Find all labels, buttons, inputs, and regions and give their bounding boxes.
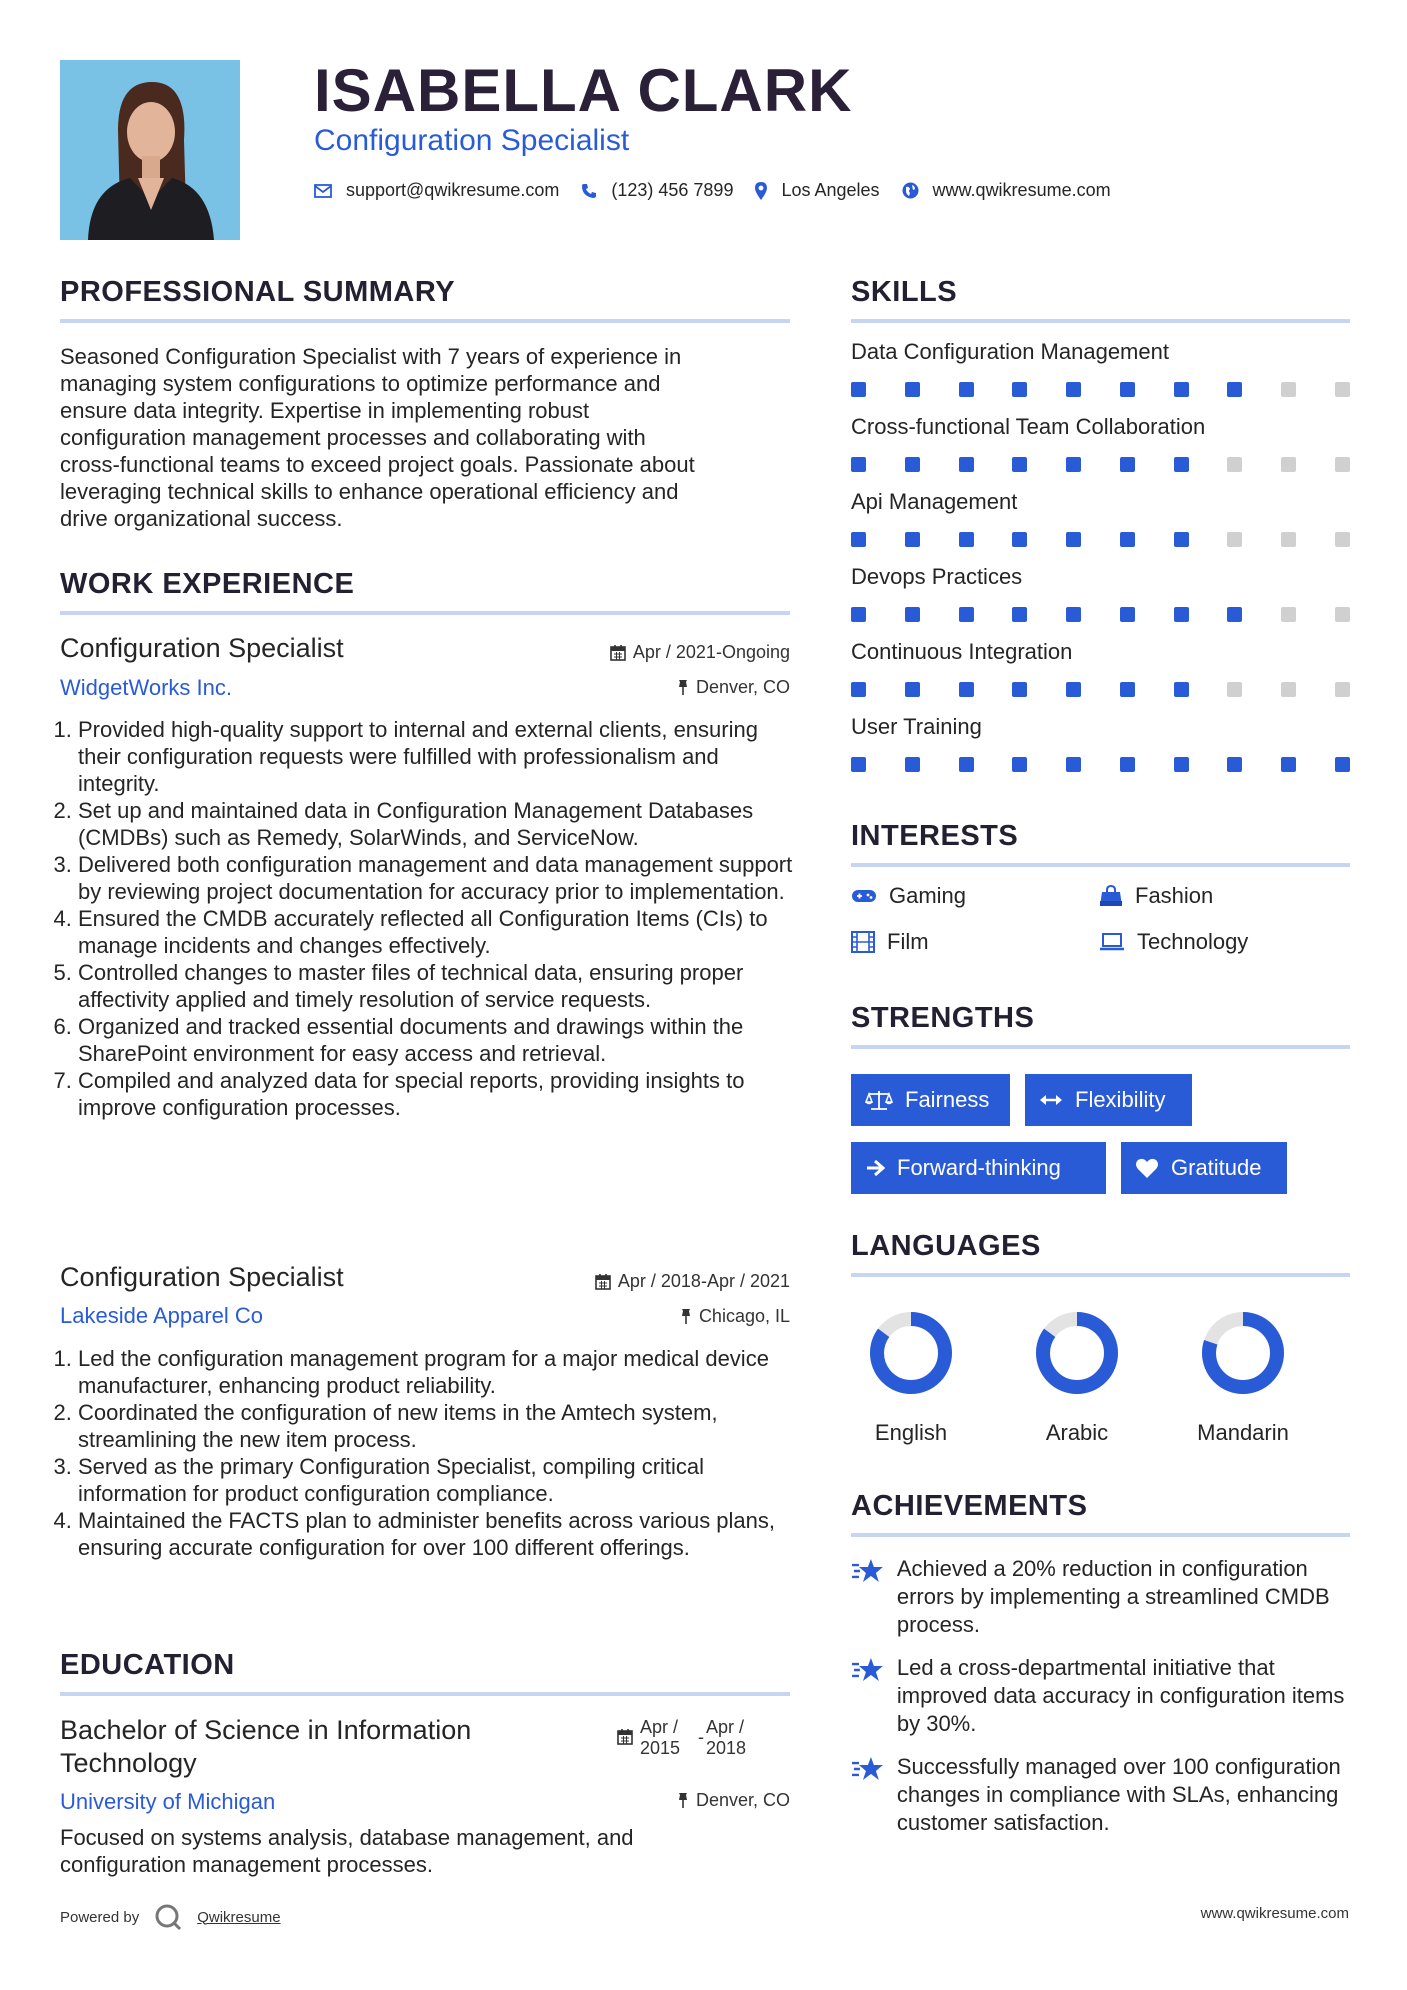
rating-dot-empty <box>1227 457 1242 472</box>
interest-film <box>851 929 929 955</box>
rating-dot-filled <box>1120 532 1135 547</box>
achievement-text: Led a cross-departmental initiative that improved data accuracy in configuration items by 30%. <box>896 1655 1345 1736</box>
education-description <box>60 1824 800 1878</box>
achievements-heading: ACHIEVEMENTS <box>851 1490 1088 1522</box>
job-dates <box>595 1271 790 1292</box>
rating-dot-filled <box>1012 757 1027 772</box>
rating-dot-filled <box>1066 457 1081 472</box>
achievement-text: Successfully managed over 100 configuration changes in compliance with SLAs, enhancing customer satisfaction. <box>896 1754 1341 1835</box>
summary-text <box>60 343 800 532</box>
arrows-horizontal-icon <box>1039 1093 1063 1107</box>
skills-heading: SKILLS <box>851 276 958 308</box>
rating-dot-filled <box>905 382 920 397</box>
language-item <box>841 1308 981 1446</box>
job-bullet: 4. Ensured the CMDB accurately reflected all Configuration Items (CIs) to manage incidents and changes effectively. <box>78 905 806 959</box>
rating-dot-filled <box>1335 757 1350 772</box>
rating-dot-filled <box>851 607 866 622</box>
rating-dot-filled <box>905 532 920 547</box>
education-location-text: Denver, CO <box>695 1790 790 1810</box>
job-title: Configuration Specialist <box>60 633 344 663</box>
rating-dot-filled <box>1281 757 1296 772</box>
summary-line: leveraging technical skills to enhance operational efficiency and <box>60 479 679 504</box>
summary-line: ensure data integrity. Expertise in implementing robust <box>60 398 590 423</box>
rating-dot-filled <box>1120 457 1135 472</box>
language-level-donut <box>1198 1308 1288 1398</box>
education-rule <box>60 1692 790 1696</box>
summary-rule <box>60 319 790 323</box>
skill-name: Cross-functional Team Collaboration <box>851 414 1206 439</box>
summary-line: managing system configurations to optimize performance and <box>60 371 661 396</box>
interest-label: Gaming <box>889 883 967 908</box>
language-name: English <box>874 1420 948 1445</box>
interest-label: Film <box>887 929 929 954</box>
skill-name: Devops Practices <box>851 564 1023 589</box>
edu-end-year: 2018 <box>706 1738 747 1758</box>
footer-powered-by <box>60 1902 281 1932</box>
rating-dot-empty <box>1227 682 1242 697</box>
skill-name: Data Configuration Management <box>851 339 1169 364</box>
skill-rating <box>851 757 1350 772</box>
job-bullet: 2. Set up and maintained data in Configuration Management Databases (CMDBs) such as Remedy, SolarWinds, and ServiceNow. <box>78 797 806 851</box>
strength-flexibility <box>1025 1074 1192 1126</box>
skill-rating <box>851 382 1350 397</box>
rating-dot-filled <box>959 532 974 547</box>
rating-dot-filled <box>959 757 974 772</box>
degree-line: Bachelor of Science in Information <box>60 1715 472 1745</box>
candidate-title: Configuration Specialist <box>314 124 630 157</box>
rating-dot-filled <box>1174 757 1189 772</box>
job-bullet: 7. Compiled and analyzed data for special reports, providing insights to improve configuration processes. <box>78 1067 806 1121</box>
rating-dot-filled <box>1066 682 1081 697</box>
rating-dot-filled <box>1012 382 1027 397</box>
skill-name: Api Management <box>851 489 1018 514</box>
edu-end-month: Apr / <box>706 1717 745 1737</box>
rating-dot-empty <box>1335 382 1350 397</box>
achievement-item <box>851 1654 1351 1738</box>
achievement-text: Achieved a 20% reduction in configuration errors by implementing a streamlined CMDB process. <box>896 1556 1330 1637</box>
website-link[interactable]: www.qwikresume.com <box>932 180 1111 200</box>
rating-dot-filled <box>905 682 920 697</box>
rating-dot-filled <box>959 382 974 397</box>
interest-technology <box>1099 929 1248 955</box>
rating-dot-filled <box>851 457 866 472</box>
strength-label: Fairness <box>905 1087 990 1112</box>
rating-dot-filled <box>1174 607 1189 622</box>
job-location-text: Denver, CO <box>695 677 790 697</box>
rating-dot-filled <box>1012 457 1027 472</box>
rating-dot-filled <box>1174 682 1189 697</box>
gamepad-icon <box>851 888 877 904</box>
balance-scale-icon <box>865 1089 893 1111</box>
languages-rule <box>851 1273 1350 1277</box>
summary-heading: PROFESSIONAL SUMMARY <box>60 276 456 308</box>
rating-dot-filled <box>959 607 974 622</box>
arrow-right-icon <box>865 1159 885 1177</box>
language-item <box>1007 1308 1147 1446</box>
job-dates <box>610 642 790 663</box>
strength-label: Forward-thinking <box>897 1155 1061 1180</box>
job-bullets <box>60 716 806 1121</box>
rating-dot-filled <box>905 457 920 472</box>
job-bullet: 5. Controlled changes to master files of technical data, ensuring proper affectivity applied and timely resolution of service requests. <box>78 959 806 1013</box>
heart-icon <box>1135 1158 1159 1179</box>
pushpin-icon <box>677 1792 689 1809</box>
education-desc-line: configuration management processes. <box>60 1852 433 1877</box>
job-bullet: 1. Led the configuration management program for a major medical device manufacturer, enhancing product reliability. <box>78 1345 806 1399</box>
summary-line: drive organizational success. <box>60 506 343 531</box>
rating-dot-filled <box>959 457 974 472</box>
rating-dot-filled <box>905 607 920 622</box>
language-level-donut <box>1032 1308 1122 1398</box>
strength-label: Flexibility <box>1075 1087 1166 1112</box>
calendar-icon <box>595 1273 611 1290</box>
rating-dot-filled <box>1174 532 1189 547</box>
summary-line: Seasoned Configuration Specialist with 7 years of experience in <box>60 344 682 369</box>
rating-dot-empty <box>1335 607 1350 622</box>
map-pin-icon <box>755 182 767 200</box>
rating-dot-filled <box>1066 532 1081 547</box>
job-location <box>680 1306 790 1327</box>
email-icon <box>314 184 332 198</box>
rating-dot-empty <box>1281 457 1296 472</box>
rating-dot-filled <box>905 757 920 772</box>
skill-rating <box>851 607 1350 622</box>
rating-dot-empty <box>1335 532 1350 547</box>
qwikresume-logo-icon <box>153 1902 183 1932</box>
achievements-rule <box>851 1533 1350 1537</box>
interests-heading: INTERESTS <box>851 820 1019 852</box>
experience-heading: WORK EXPERIENCE <box>60 568 355 600</box>
summary-line: configuration management processes and collaborating with <box>60 425 646 450</box>
rating-dot-empty <box>1281 682 1296 697</box>
contact-bar <box>314 180 1133 201</box>
interests-rule <box>851 863 1350 867</box>
rating-dot-filled <box>1174 382 1189 397</box>
rating-dot-empty <box>1281 607 1296 622</box>
job-company: Lakeside Apparel Co <box>60 1303 264 1328</box>
job-bullet: 3. Served as the primary Configuration Specialist, compiling critical information for product configuration compliance. <box>78 1453 806 1507</box>
rating-dot-empty <box>1281 532 1296 547</box>
interest-fashion <box>1099 883 1213 909</box>
job-bullet: 4. Maintained the FACTS plan to administer benefits across various plans, ensuring accurate configuration for over 100 different offerings. <box>78 1507 806 1561</box>
rating-dot-filled <box>1066 607 1081 622</box>
language-name: Arabic <box>1045 1420 1109 1445</box>
interest-gaming <box>851 883 966 909</box>
rating-dot-filled <box>1120 382 1135 397</box>
job-location-text: Chicago, IL <box>698 1306 790 1326</box>
rating-dot-filled <box>1120 757 1135 772</box>
job-bullet: 3. Delivered both configuration management and data management support by reviewing project documentation for accuracy prior to implementation. <box>78 851 806 905</box>
degree-line: Technology <box>60 1748 197 1778</box>
pushpin-icon <box>677 679 689 696</box>
achievement-item <box>851 1753 1351 1837</box>
skill-name: Continuous Integration <box>851 639 1073 664</box>
email-link[interactable]: support@qwikresume.com <box>346 180 560 200</box>
school-name: University of Michigan <box>60 1789 276 1814</box>
globe-icon <box>902 182 919 199</box>
education-dates <box>617 1717 746 1759</box>
language-level-donut <box>866 1308 956 1398</box>
strengths-rule <box>851 1045 1350 1049</box>
rating-dot-filled <box>1227 757 1242 772</box>
powered-by-label: Powered by <box>60 1908 140 1926</box>
rating-dot-filled <box>1120 682 1135 697</box>
rating-dot-filled <box>1066 382 1081 397</box>
education-desc-line: Focused on systems analysis, database management, and <box>60 1825 634 1850</box>
rating-dot-filled <box>851 682 866 697</box>
job-title: Configuration Specialist <box>60 1262 344 1292</box>
phone-number: (123) 456 7899 <box>611 180 734 200</box>
experience-rule <box>60 611 790 615</box>
rating-dot-filled <box>1120 607 1135 622</box>
star-icon <box>851 1555 885 1585</box>
job-dates-text: Apr / 2021-Ongoing <box>632 642 790 662</box>
strength-gratitude <box>1121 1142 1287 1194</box>
interest-label: Technology <box>1137 929 1249 954</box>
languages-heading: LANGUAGES <box>851 1230 1041 1262</box>
star-icon <box>851 1654 885 1684</box>
job-location <box>677 677 790 698</box>
pushpin-icon <box>680 1308 692 1325</box>
education-heading: EDUCATION <box>60 1649 235 1681</box>
profile-photo <box>60 60 240 240</box>
edu-start-year: 2015 <box>640 1738 681 1758</box>
location-text: Los Angeles <box>781 180 880 200</box>
calendar-icon <box>610 644 626 661</box>
rating-dot-filled <box>1066 757 1081 772</box>
language-name: Mandarin <box>1197 1420 1289 1445</box>
job-bullet: 2. Coordinated the configuration of new items in the Amtech system, streamlining the new item process. <box>78 1399 806 1453</box>
job-bullet: 1. Provided high-quality support to internal and external clients, ensuring their configuration requests were fulfilled with professionalism and integrity. <box>78 716 806 797</box>
skill-rating <box>851 682 1350 697</box>
strength-label: Gratitude <box>1171 1155 1262 1180</box>
brand-link[interactable]: Qwikresume <box>197 1908 281 1926</box>
strength-fairness <box>851 1074 1010 1126</box>
job-bullets <box>60 1345 806 1561</box>
rating-dot-filled <box>1012 682 1027 697</box>
rating-dot-filled <box>851 532 866 547</box>
rating-dot-filled <box>1174 457 1189 472</box>
achievement-item <box>851 1555 1351 1639</box>
phone-icon <box>581 183 597 199</box>
footer-site[interactable]: www.qwikresume.com <box>1200 1905 1349 1922</box>
rating-dot-filled <box>959 682 974 697</box>
rating-dot-filled <box>1012 607 1027 622</box>
edu-start <box>640 1717 698 1759</box>
edu-end <box>706 1717 746 1759</box>
job-bullet: 6. Organized and tracked essential documents and drawings within the SharePoint environment for easy access and retrieval. <box>78 1013 806 1067</box>
education-location <box>677 1790 790 1811</box>
rating-dot-empty <box>1227 532 1242 547</box>
calendar-icon <box>617 1728 633 1745</box>
shopping-bag-icon <box>1099 885 1123 907</box>
person-portrait-icon <box>60 60 240 240</box>
summary-line: cross-functional teams to exceed project goals. Passionate about <box>60 452 695 477</box>
job-dates-text: Apr / 2018-Apr / 2021 <box>617 1271 790 1291</box>
degree-title <box>60 1714 580 1780</box>
star-icon <box>851 1753 885 1783</box>
interest-label: Fashion <box>1135 883 1214 908</box>
rating-dot-filled <box>1012 532 1027 547</box>
rating-dot-filled <box>1227 607 1242 622</box>
laptop-icon <box>1099 932 1125 952</box>
candidate-name: ISABELLA CLARK <box>314 57 853 124</box>
rating-dot-filled <box>851 382 866 397</box>
strengths-heading: STRENGTHS <box>851 1002 1035 1034</box>
rating-dot-empty <box>1335 682 1350 697</box>
film-icon <box>851 931 875 953</box>
strength-forward-thinking <box>851 1142 1106 1194</box>
language-item <box>1173 1308 1313 1446</box>
skills-rule <box>851 319 1350 323</box>
rating-dot-empty <box>1281 382 1296 397</box>
rating-dot-empty <box>1335 457 1350 472</box>
skill-name: User Training <box>851 714 982 739</box>
rating-dot-filled <box>1227 382 1242 397</box>
skill-rating <box>851 532 1350 547</box>
edu-separator: - <box>698 1727 704 1747</box>
skill-rating <box>851 457 1350 472</box>
edu-start-month: Apr / <box>640 1717 679 1737</box>
rating-dot-filled <box>851 757 866 772</box>
job-company: WidgetWorks Inc. <box>60 675 232 700</box>
